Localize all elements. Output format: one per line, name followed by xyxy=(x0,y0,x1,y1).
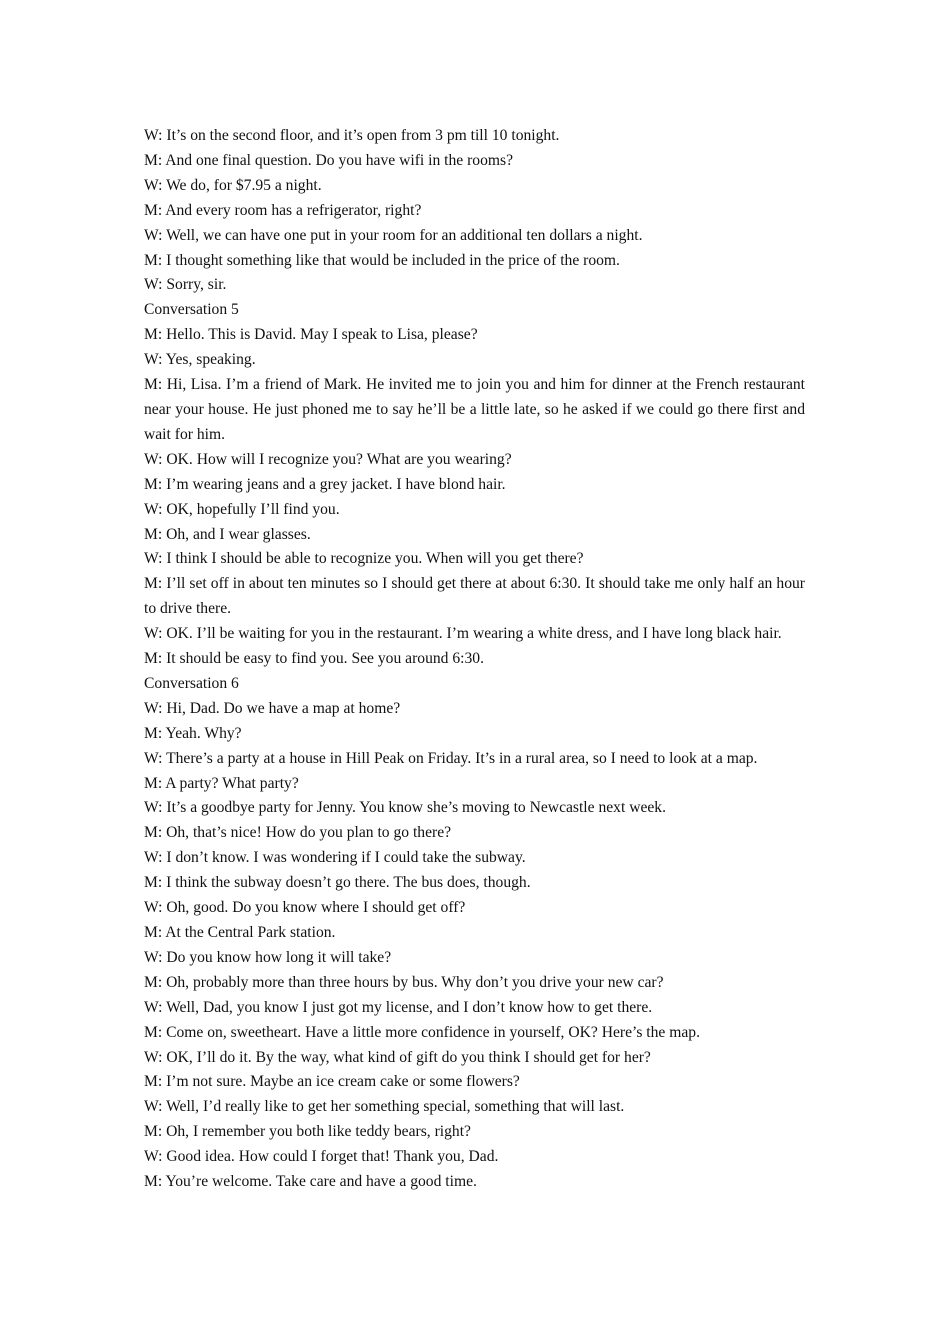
dialogue-line: W: Well, I’d really like to get her something special, something that will last. xyxy=(144,1098,625,1116)
dialogue-line: W: I think I should be able to recognize you. When will you get there? xyxy=(144,550,584,568)
dialogue-line: W: OK, hopefully I’ll find you. xyxy=(144,500,340,518)
dialogue-line: M: A party? What party? xyxy=(144,774,299,792)
dialogue-line: W: I don’t know. I was wondering if I could take the subway. xyxy=(144,849,526,867)
dialogue-line: M: Hello. This is David. May I speak to Lisa, please? xyxy=(144,326,478,344)
dialogue-line: W: It’s a goodbye party for Jenny. You know she’s moving to Newcastle next week. xyxy=(144,799,667,817)
dialogue-line: M: Oh, probably more than three hours by bus. Why don’t you drive your new car? xyxy=(144,973,664,991)
dialogue-line: M: I’m not sure. Maybe an ice cream cake or some flowers? xyxy=(144,1073,520,1091)
dialogue-line: M: Oh, and I wear glasses. xyxy=(144,525,311,543)
dialogue-line: W: Well, we can have one put in your room for an additional ten dollars a night. xyxy=(144,226,643,244)
conversation-heading: Conversation 5 xyxy=(144,301,239,319)
dialogue-line: W: OK, I’ll do it. By the way, what kind of gift do you think I should get for her? xyxy=(144,1048,651,1066)
dialogue-line: W: We do, for $7.95 a night. xyxy=(144,176,322,194)
dialogue-line: M: And every room has a refrigerator, right? xyxy=(144,201,422,219)
dialogue-line: W: Well, Dad, you know I just got my license, and I don’t know how to get there. xyxy=(144,998,653,1016)
conversation-heading: Conversation 6 xyxy=(144,674,239,692)
dialogue-line: W: Yes, speaking. xyxy=(144,351,256,369)
dialogue-line: M: At the Central Park station. xyxy=(144,924,336,941)
dialogue-line: W: Sorry, sir. xyxy=(144,276,227,294)
dialogue-line: M: Oh, I remember you both like teddy bears, right? xyxy=(144,1123,471,1141)
dialogue-line: M: I’m wearing jeans and a grey jacket. I have blond hair. xyxy=(144,475,506,493)
dialogue-line: M: Come on, sweetheart. Have a little more confidence in yourself, OK? Here’s the map. xyxy=(144,1023,700,1041)
dialogue-line: W: It’s on the second floor, and it’s open from 3 pm till 10 tonight. xyxy=(144,127,560,144)
dialogue-line: M: You’re welcome. Take care and have a good time. xyxy=(144,1173,477,1191)
dialogue-line: W: Do you know how long it will take? xyxy=(144,948,392,966)
dialogue-line: W: OK. I’ll be waiting for you in the restaurant. I’m wearing a white dress, and I have long black hair. xyxy=(144,625,782,643)
dialogue-line: W: There’s a party at a house in Hill Peak on Friday. It’s in a rural area, so I need to look at a map. xyxy=(144,749,758,767)
dialogue-line: M: And one final question. Do you have wifi in the rooms? xyxy=(144,151,513,169)
dialogue-line: M: I thought something like that would be included in the price of the room. xyxy=(144,251,620,269)
document-page xyxy=(144,124,805,1195)
dialogue-line: M: It should be easy to find you. See you around 6:30. xyxy=(144,650,484,668)
dialogue-line: W: Good idea. How could I forget that! Thank you, Dad. xyxy=(144,1148,499,1166)
dialogue-line: M: I’ll set off in about ten minutes so I should get there at about 6:30. It should take me only half an hour to drive there. xyxy=(144,575,805,618)
dialogue-line: W: Oh, good. Do you know where I should get off? xyxy=(144,899,466,917)
dialogue-line: M: Oh, that’s nice! How do you plan to go there? xyxy=(144,824,452,842)
dialogue-line: W: OK. How will I recognize you? What are you wearing? xyxy=(144,450,512,468)
dialogue-line: M: Yeah. Why? xyxy=(144,724,242,742)
dialogue-line: W: Hi, Dad. Do we have a map at home? xyxy=(144,699,401,717)
dialogue-line: M: I think the subway doesn’t go there. The bus does, though. xyxy=(144,874,531,892)
dialogue-line: M: Hi, Lisa. I’m a friend of Mark. He invited me to join you and him for dinner at the French restaurant near your house. He just phoned me to say he’ll be a little late, so he asked if we could go there first and wait for him. xyxy=(144,376,805,443)
